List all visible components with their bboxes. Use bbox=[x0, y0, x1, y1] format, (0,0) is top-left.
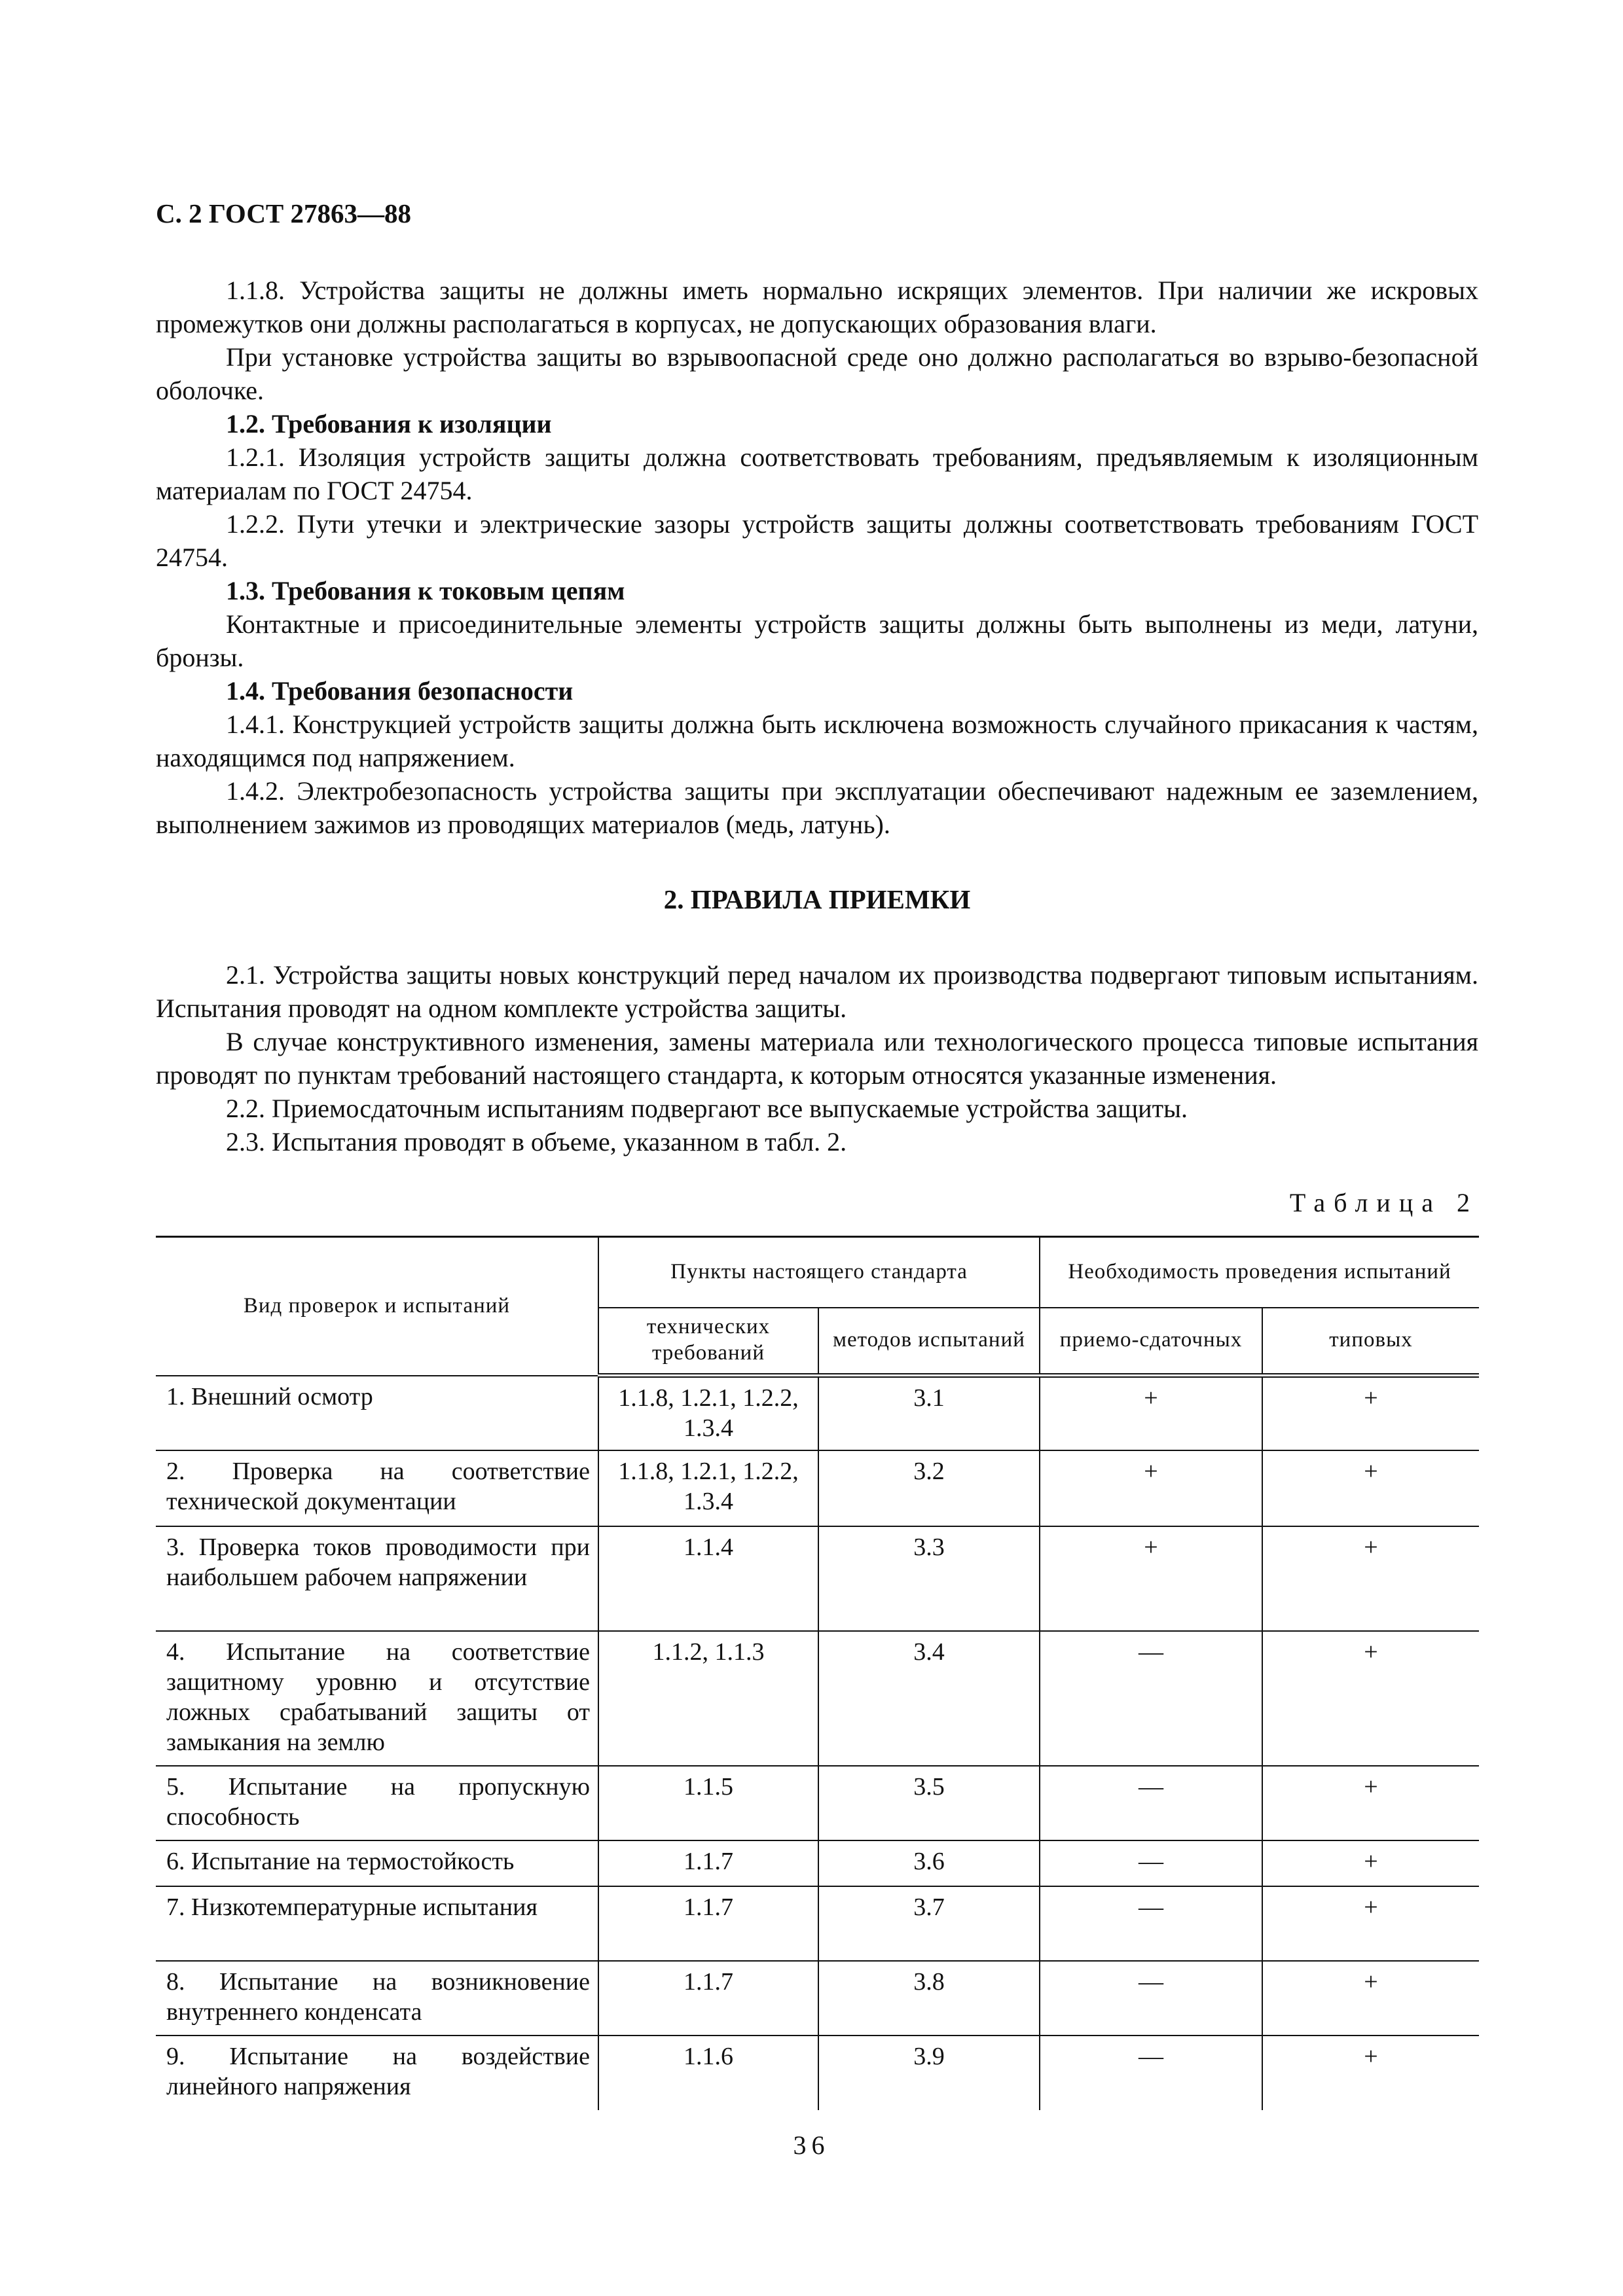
type-test-cell: + bbox=[1262, 1631, 1479, 1766]
test-method-cell: 3.7 bbox=[818, 1886, 1040, 1961]
header-test-necessity: Необходимость проведения испытаний bbox=[1040, 1237, 1479, 1308]
test-name-cell: 2. Проверка на соответствие технической документации bbox=[156, 1450, 598, 1526]
technical-requirements-cell: 1.1.7 bbox=[598, 1961, 818, 2036]
paragraph-1-4-1: 1.4.1. Конструкцией устройств защиты должна быть исключена возможность случайного прикасания к частям, находящимся под напряжением. bbox=[156, 709, 1478, 772]
technical-requirements-cell: 1.1.4 bbox=[598, 1526, 818, 1631]
type-test-cell: + bbox=[1262, 2036, 1479, 2110]
table-row bbox=[156, 1766, 1479, 1840]
subheading-1-3: 1.3. Требования к токовым цепям bbox=[226, 576, 625, 605]
table-row bbox=[156, 1376, 1479, 1451]
paragraph-1-2-1: 1.2.1. Изоляция устройств защиты должна соответствовать требованиям, предъявляемым к изоляционным материалам по ГОСТ 24754. bbox=[156, 442, 1478, 505]
header-test-type: Вид проверок и испытаний bbox=[156, 1237, 598, 1376]
acceptance-cell: — bbox=[1040, 2036, 1262, 2110]
technical-requirements-cell: 1.1.8, 1.2.1, 1.2.2, 1.3.4 bbox=[598, 1450, 818, 1526]
test-name-cell: 5. Испытание на пропускную способность bbox=[156, 1766, 598, 1840]
paragraph-2-3: 2.3. Испытания проводят в объеме, указанном в табл. 2. bbox=[226, 1127, 847, 1157]
type-test-cell: + bbox=[1262, 1961, 1479, 2036]
page-number: 36 bbox=[793, 2130, 830, 2160]
test-method-cell: 3.1 bbox=[818, 1376, 1040, 1451]
technical-requirements-cell: 1.1.6 bbox=[598, 2036, 818, 2110]
table-row bbox=[156, 1886, 1479, 1961]
table-row bbox=[156, 2036, 1479, 2110]
acceptance-cell: — bbox=[1040, 1886, 1262, 1961]
technical-requirements-cell: 1.1.2, 1.1.3 bbox=[598, 1631, 818, 1766]
paragraph-1-1-8: 1.1.8. Устройства защиты не должны иметь нормально искрящих элементов. При наличии же искровых промежутков они должны располагаться в корпусах, не допускающих образования влаги. bbox=[156, 276, 1478, 338]
technical-requirements-cell: 1.1.7 bbox=[598, 1886, 818, 1961]
type-test-cell: + bbox=[1262, 1376, 1479, 1451]
paragraph-1-2-2: 1.2.2. Пути утечки и электрические зазоры устройств защиты должны соответствовать требованиям ГОСТ 24754. bbox=[156, 509, 1478, 572]
type-test-cell: + bbox=[1262, 1840, 1479, 1886]
test-name-cell: 4. Испытание на соответствие защитному уровню и отсутствие ложных срабатываний защиты от замыкания на землю bbox=[156, 1631, 598, 1766]
acceptance-cell: + bbox=[1040, 1526, 1262, 1631]
acceptance-cell: — bbox=[1040, 1961, 1262, 2036]
acceptance-cell: + bbox=[1040, 1450, 1262, 1526]
test-name-cell: 9. Испытание на воздействие линейного напряжения bbox=[156, 2036, 598, 2110]
type-test-cell: + bbox=[1262, 1766, 1479, 1840]
paragraph-2-1: 2.1. Устройства защиты новых конструкций перед началом их производства подвергают типовым испытаниям. Испытания проводят на одном комплекте устройства защиты. bbox=[156, 960, 1478, 1023]
table-row bbox=[156, 1961, 1479, 2036]
test-name-cell: 1. Внешний осмотр bbox=[156, 1376, 598, 1451]
subheading-1-2: 1.2. Требования к изоляции bbox=[226, 409, 552, 439]
test-method-cell: 3.8 bbox=[818, 1961, 1040, 2036]
subheading-1-4: 1.4. Требования безопасности bbox=[226, 676, 574, 706]
table-row bbox=[156, 1631, 1479, 1766]
test-method-cell: 3.9 bbox=[818, 2036, 1040, 2110]
acceptance-cell: — bbox=[1040, 1631, 1262, 1766]
type-test-cell: + bbox=[1262, 1526, 1479, 1631]
test-name-cell: 6. Испытание на термостойкость bbox=[156, 1840, 598, 1886]
test-method-cell: 3.5 bbox=[818, 1766, 1040, 1840]
tests-table bbox=[156, 1236, 1479, 2110]
paragraph-2-2: 2.2. Приемосдаточным испытаниям подвергают все выпускаемые устройства защиты. bbox=[226, 1094, 1188, 1123]
technical-requirements-cell: 1.1.5 bbox=[598, 1766, 818, 1840]
acceptance-cell: + bbox=[1040, 1376, 1262, 1451]
table-row bbox=[156, 1526, 1479, 1631]
table-row bbox=[156, 1840, 1479, 1886]
technical-requirements-cell: 1.1.7 bbox=[598, 1840, 818, 1886]
page-header: С. 2 ГОСТ 27863—88 bbox=[156, 198, 412, 228]
table-body bbox=[156, 1376, 1479, 2111]
test-name-cell: 3. Проверка токов проводимости при наибольшем рабочем напряжении bbox=[156, 1526, 598, 1631]
table-caption: Таблица 2 bbox=[1289, 1188, 1478, 1217]
test-name-cell: 7. Низкотемпературные испытания bbox=[156, 1886, 598, 1961]
document-body bbox=[156, 274, 1478, 1158]
test-method-cell: 3.2 bbox=[818, 1450, 1040, 1526]
test-method-cell: 3.3 bbox=[818, 1526, 1040, 1631]
technical-requirements-cell: 1.1.8, 1.2.1, 1.2.2, 1.3.4 bbox=[598, 1376, 818, 1451]
section-title: 2. ПРАВИЛА ПРИЕМКИ bbox=[663, 884, 971, 914]
acceptance-cell: — bbox=[1040, 1840, 1262, 1886]
test-name-cell: 8. Испытание на возникновение внутреннего конденсата bbox=[156, 1961, 598, 2036]
paragraph-1-3: Контактные и присоединительные элементы устройств защиты должны быть выполнены из меди, латуни, бронзы. bbox=[156, 609, 1478, 672]
header-test-methods: методов испытаний bbox=[818, 1308, 1040, 1376]
paragraph-1-1-8-cont: При установке устройства защиты во взрывоопасной среде оно должно располагаться во взрыво-безопасной оболочке. bbox=[156, 342, 1478, 405]
header-standard-clauses: Пункты настоящего стандарта bbox=[598, 1237, 1040, 1308]
header-acceptance: приемо-сдаточных bbox=[1040, 1308, 1262, 1376]
paragraph-2-1-cont: В случае конструктивного изменения, замены материала или технологического процесса типовые испытания проводят по пунктам требований настоящего стандарта, к которым относятся указанные изменения. bbox=[156, 1027, 1478, 1090]
header-type-tests: типовых bbox=[1262, 1308, 1479, 1376]
paragraph-1-4-2: 1.4.2. Электробезопасность устройства защиты при эксплуатации обеспечивают надежным ее заземлением, выполнением зажимов из проводящих материалов (медь, латунь). bbox=[156, 776, 1478, 839]
test-method-cell: 3.4 bbox=[818, 1631, 1040, 1766]
test-method-cell: 3.6 bbox=[818, 1840, 1040, 1886]
type-test-cell: + bbox=[1262, 1886, 1479, 1961]
header-technical-requirements: технических требований bbox=[598, 1308, 818, 1376]
acceptance-cell: — bbox=[1040, 1766, 1262, 1840]
type-test-cell: + bbox=[1262, 1450, 1479, 1526]
table-row bbox=[156, 1450, 1479, 1526]
